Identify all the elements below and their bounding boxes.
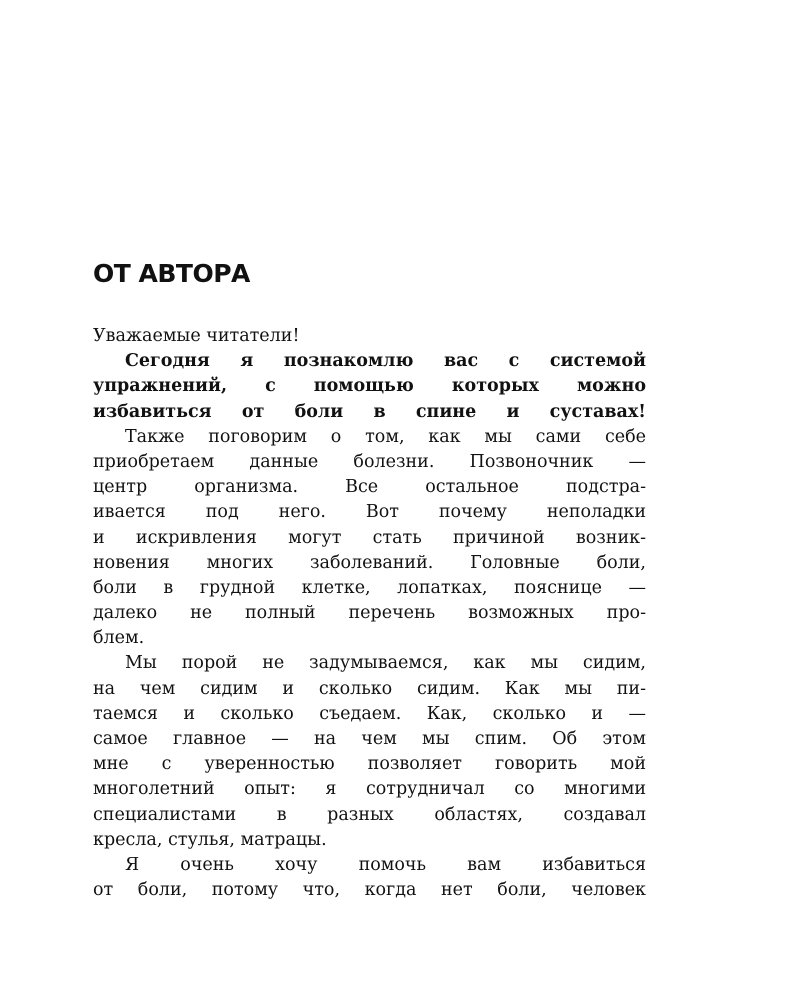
paragraph-line: многолетний опыт: я сотрудничал со многими [93,779,646,800]
paragraph-line: мне с уверенностью позволяет говорить мой [93,754,646,775]
paragraph-line: специалистами в разных областях, создавал [93,804,646,825]
paragraph-line: самое главное — на чем мы спим. Об этом [93,729,646,749]
body-text [93,324,646,903]
paragraph-line: боли в грудной клетке, лопатках, пояснице — [93,577,646,598]
paragraph-line: избавиться от боли в спине и суставах! [93,401,646,422]
paragraph-line: Также поговорим о том, как мы сами себе [125,426,646,447]
paragraph-line: блем. [93,628,145,649]
paragraph-line: ивается под него. Вот почему неполадки [93,502,646,523]
paragraph-line: Мы порой не задумываемся, как мы сидим, [125,653,646,674]
greeting: Уважаемые читатели! [93,326,300,346]
book-page [93,0,646,1000]
paragraph [93,853,646,903]
paragraph-line: далеко не полный перечень возможных про- [93,603,646,624]
paragraph-line: на чем сидим и сколько сидим. Как мы пи- [93,678,646,699]
paragraph-line: упражнений, с помощью которых можно [93,376,646,397]
paragraph-line: кресла, стулья, матрацы. [93,829,327,850]
chapter-heading: ОТ АВТОРА [93,259,250,288]
paragraph-line: Я очень хочу помочь вам избавиться [125,854,646,875]
paragraph-line: от боли, потому что, когда нет боли, человек [93,880,646,901]
paragraph-line: и искривления могут стать причиной возник- [93,527,646,548]
paragraph-line: центр организма. Все остальное подстра- [93,477,646,498]
paragraph [93,651,646,853]
paragraph-line: приобретаем данные болезни. Позвоночник — [93,451,646,472]
paragraph-line: новения многих заболеваний. Головные боли, [93,552,646,573]
paragraph-line: таемся и сколько съедаем. Как, сколько и — [93,703,646,724]
paragraph [93,425,646,652]
paragraph-intro [93,349,646,425]
paragraph-line: Сегодня я познакомлю вас с системой [125,351,646,372]
